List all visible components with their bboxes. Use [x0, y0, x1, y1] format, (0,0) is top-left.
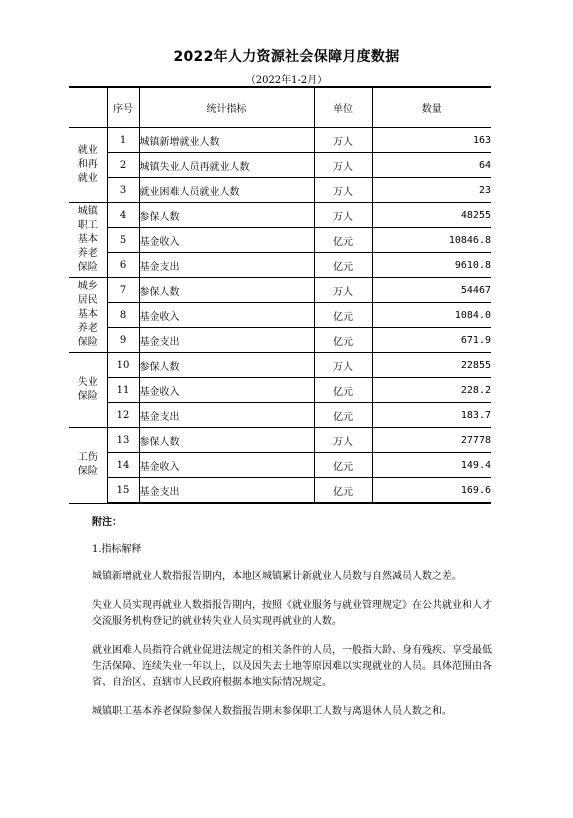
row-indicator: 参保人数 [139, 428, 314, 453]
row-no: 4 [107, 203, 139, 228]
row-indicator: 基金收入 [139, 453, 314, 478]
statistics-table [69, 86, 491, 504]
row-quantity: 64 [372, 153, 491, 178]
row-no: 10 [107, 353, 139, 378]
category-label: 工伤保险 [77, 452, 98, 478]
row-indicator: 基金收入 [139, 378, 314, 403]
row-indicator: 参保人数 [139, 278, 314, 303]
table-row [69, 278, 491, 303]
row-no: 3 [107, 178, 139, 203]
row-quantity: 671.9 [372, 328, 491, 353]
table-header [69, 87, 491, 128]
table-row [69, 328, 491, 353]
row-no: 9 [107, 328, 139, 353]
note-paragraph: 就业困难人员指符合就业促进法规定的相关条件的人员，一般指大龄、身有残疾、享受最低生活保障、连续失业一年以上，以及因失去土地等原因难以实现就业的人员。具体范围由各省、自治区、直辖市人民政府根据本地实际情况规定。 [92, 645, 492, 688]
row-no: 13 [107, 428, 139, 453]
header-category [69, 87, 107, 128]
row-no: 12 [107, 403, 139, 428]
table-body [69, 128, 491, 504]
table-row [69, 428, 491, 453]
row-indicator: 基金收入 [139, 228, 314, 253]
row-unit: 万人 [314, 128, 372, 153]
row-quantity: 27778 [372, 428, 491, 453]
row-indicator: 参保人数 [139, 353, 314, 378]
category-label: 就业和再就业 [77, 145, 98, 184]
table-row [69, 403, 491, 428]
row-no: 11 [107, 378, 139, 403]
row-indicator: 城镇失业人员再就业人数 [139, 153, 314, 178]
row-indicator: 基金支出 [139, 478, 314, 504]
row-unit: 万人 [314, 203, 372, 228]
category-cell [69, 128, 107, 203]
row-unit: 万人 [314, 428, 372, 453]
page-subtitle: （2022年1-2月） [245, 75, 328, 86]
row-quantity: 54467 [372, 278, 491, 303]
row-unit: 亿元 [314, 453, 372, 478]
row-unit: 亿元 [314, 378, 372, 403]
row-quantity: 10846.8 [372, 228, 491, 253]
row-indicator: 基金收入 [139, 303, 314, 328]
header-quantity: 数量 [372, 87, 491, 128]
table-row [69, 453, 491, 478]
table-row [69, 153, 491, 178]
table-row [69, 228, 491, 253]
row-quantity: 1084.0 [372, 303, 491, 328]
note-paragraph: 城镇职工基本养老保险参保人数指报告期末参保职工人数与离退休人员人数之和。 [92, 706, 452, 717]
header-indicator: 统计指标 [139, 87, 314, 128]
row-no: 8 [107, 303, 139, 328]
row-indicator: 参保人数 [139, 203, 314, 228]
table-row [69, 203, 491, 228]
row-quantity: 163 [372, 128, 491, 153]
row-indicator: 基金支出 [139, 403, 314, 428]
note-paragraph: 失业人员实现再就业人数指报告期内，按照《就业服务与就业管理规定》在公共就业和人才交流服务机构登记的就业转失业人员实现再就业的人数。 [92, 600, 492, 627]
row-unit: 亿元 [314, 403, 372, 428]
row-unit: 亿元 [314, 328, 372, 353]
notes-section [92, 515, 497, 733]
row-unit: 亿元 [314, 228, 372, 253]
row-no: 15 [107, 478, 139, 504]
header-no: 序号 [107, 87, 139, 128]
row-quantity: 22855 [372, 353, 491, 378]
row-quantity: 183.7 [372, 403, 491, 428]
row-quantity: 9610.8 [372, 253, 491, 278]
note-paragraph: 城镇新增就业人数指报告期内，本地区城镇累计新就业人员数与自然减员人数之差。 [92, 571, 462, 582]
table-row [69, 128, 491, 153]
table-row [69, 303, 491, 328]
category-cell [69, 278, 107, 353]
category-cell [69, 203, 107, 278]
row-no: 14 [107, 453, 139, 478]
row-unit: 亿元 [314, 478, 372, 504]
row-indicator: 基金支出 [139, 328, 314, 353]
category-label: 城镇职工基本养老保险 [77, 206, 98, 273]
table-row [69, 178, 491, 203]
header-unit: 单位 [314, 87, 372, 128]
row-no: 5 [107, 228, 139, 253]
notes-heading: 附注： [92, 517, 122, 528]
table-row [69, 353, 491, 378]
row-unit: 亿元 [314, 303, 372, 328]
row-no: 6 [107, 253, 139, 278]
row-unit: 万人 [314, 353, 372, 378]
row-indicator: 就业困难人员就业人数 [139, 178, 314, 203]
category-cell [69, 353, 107, 428]
row-indicator: 城镇新增就业人数 [139, 128, 314, 153]
row-quantity: 169.6 [372, 478, 491, 504]
row-unit: 万人 [314, 153, 372, 178]
category-label: 城乡居民基本养老保险 [77, 281, 98, 348]
row-no: 7 [107, 278, 139, 303]
row-quantity: 149.4 [372, 453, 491, 478]
row-quantity: 228.2 [372, 378, 491, 403]
row-unit: 万人 [314, 178, 372, 203]
row-unit: 万人 [314, 278, 372, 303]
category-label: 失业保险 [77, 377, 98, 402]
row-no: 1 [107, 128, 139, 153]
table-row [69, 378, 491, 403]
category-cell [69, 428, 107, 504]
row-indicator: 基金支出 [139, 253, 314, 278]
notes-subheading: 1.指标解释 [92, 544, 142, 555]
table-row [69, 478, 491, 504]
row-unit: 亿元 [314, 253, 372, 278]
row-no: 2 [107, 153, 139, 178]
row-quantity: 23 [372, 178, 491, 203]
page-title: 2022年人力资源社会保障月度数据 [173, 49, 400, 65]
row-quantity: 48255 [372, 203, 491, 228]
table-row [69, 253, 491, 278]
